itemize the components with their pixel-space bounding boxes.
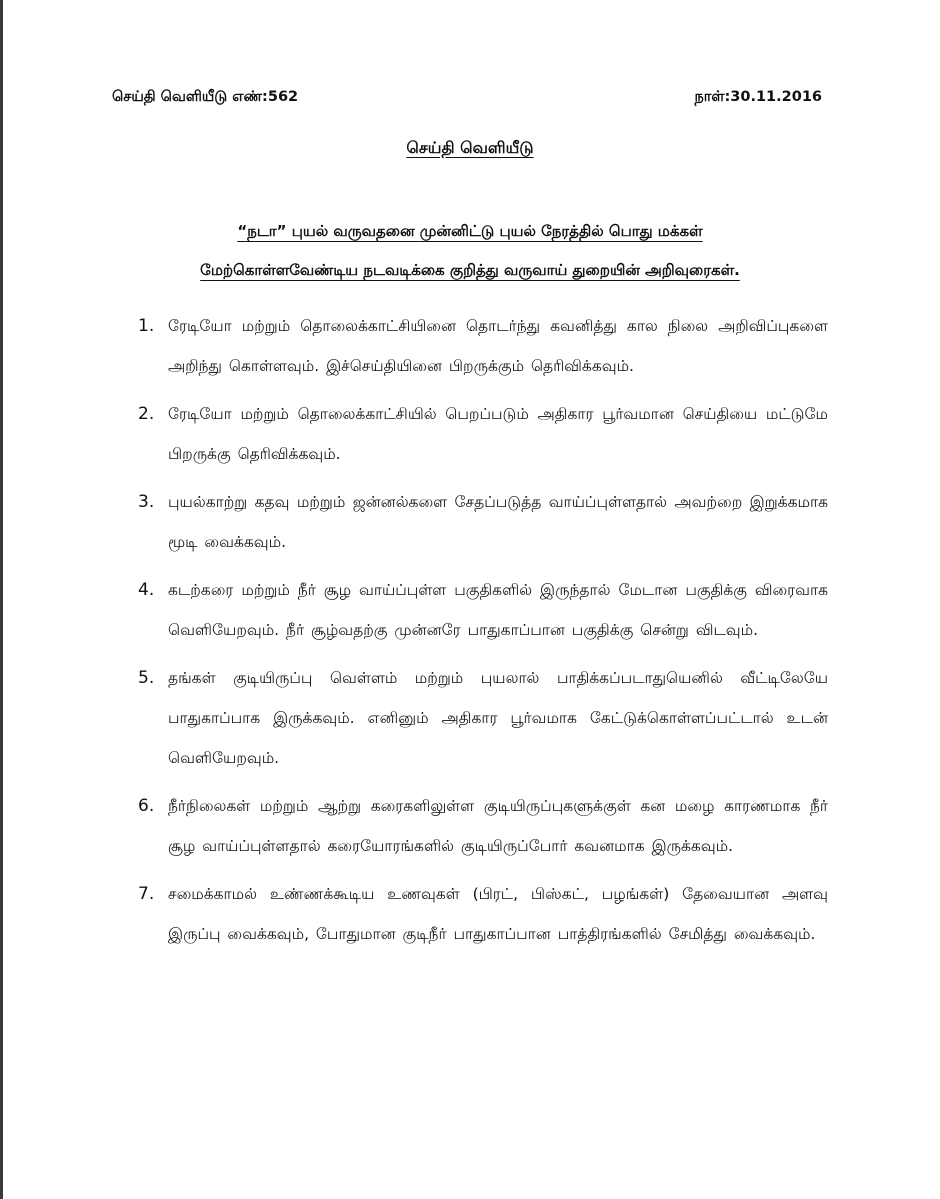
list-item-number: 7. [138,884,155,904]
document-title: செய்தி வெளியீடு [406,138,534,157]
release-number: செய்தி வெளியீடு எண்:562 [112,89,299,105]
list-item-number: 1. [138,316,155,336]
list-item-number: 2. [138,404,155,424]
list-item [138,482,828,562]
list-item-number: 4. [138,580,155,600]
list-item [138,394,828,474]
list-item [138,786,828,866]
headline-line-2: மேற்கொள்ளவேண்டிய நடவடிக்கை குறித்து வருவாய் துறையின் அறிவுரைகள். [200,261,740,279]
list-item-text: தங்கள் குடியிருப்பு வெள்ளம் மற்றும் புயலால் பாதிக்கப்படாதுயெனில் வீட்டிலேயே பாதுகாப்பாக இருக்கவும். எனினும் அதிகார பூர்வமாக கேட்டுக்கொள்ளப்பட்டால் உடன் வெளியேறவும். [168,669,828,767]
list-item-number: 6. [138,796,155,816]
list-item-text: ரேடியோ மற்றும் தொலைக்காட்சியினை தொடர்ந்து கவனித்து கால நிலை அறிவிப்புகளை அறிந்து கொள்ளவும். இச்செய்தியினை பிறருக்கும் தெரிவிக்கவும். [168,317,828,375]
list-item-number: 5. [138,668,155,688]
list-item-text: ரேடியோ மற்றும் தொலைக்காட்சியில் பெறப்படும் அதிகார பூர்வமான செய்தியை மட்டுமே பிறருக்கு தெரிவிக்கவும். [168,405,828,463]
page-left-edge [0,0,3,1199]
advisory-list [138,306,828,962]
list-item-number: 3. [138,492,155,512]
list-item-text: சமைக்காமல் உண்ணக்கூடிய உணவுகள் (பிரட், பிஸ்கட், பழங்கள்) தேவையான அளவு இருப்பு வைக்கவும், போதுமான குடிநீர் பாதுகாப்பான பாத்திரங்களில் சேமித்து வைக்கவும். [168,885,828,943]
document-headline [112,212,828,290]
headline-line-1: “நடா” புயல் வருவதனை முன்னிட்டு புயல் நேரத்தில் பொது மக்கள் [237,222,703,240]
list-item [138,306,828,386]
list-item [138,570,828,650]
list-item-text: நீர்நிலைகள் மற்றும் ஆற்று கரைகளிலுள்ள குடியிருப்புகளுக்குள் கன மழை காரணமாக நீர் சூழ வாய்ப்புள்ளதால் கரையோரங்களில் குடியிருப்போர் கவனமாக இருக்கவும். [168,797,828,855]
release-date: நாள்:30.11.2016 [694,89,822,105]
document-header [112,86,822,110]
list-item-text: புயல்காற்று கதவு மற்றும் ஜன்னல்களை சேதப்படுத்த வாய்ப்புள்ளதால் அவற்றை இறுக்கமாக மூடி வைக்கவும். [168,493,828,551]
list-item [138,874,828,954]
list-item [138,658,828,778]
list-item-text: கடற்கரை மற்றும் நீர் சூழ வாய்ப்புள்ள பகுதிகளில் இருந்தால் மேடான பகுதிக்கு விரைவாக வெளியேறவும். நீர் சூழ்வதற்கு முன்னரே பாதுகாப்பான பகுதிக்கு சென்று விடவும். [168,581,828,639]
